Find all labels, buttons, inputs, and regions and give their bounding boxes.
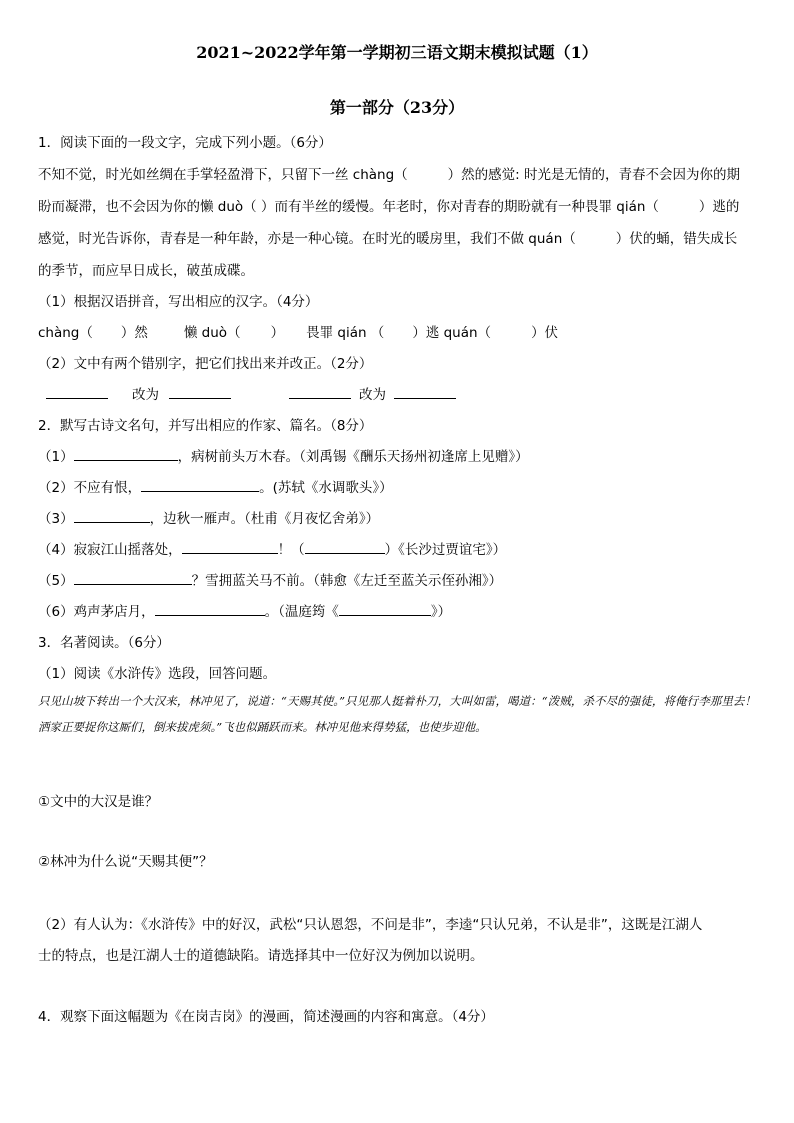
q1-para-line-2a: 盼而凝滞，也不会因为你的懒 duò（ ）而有半丝的缓慢。年老时，你对青春的期盼就有一种畏罪 qián（ bbox=[38, 199, 659, 215]
q2-l2-post: 。(苏轼《水调歌头》） bbox=[259, 480, 393, 496]
answer-blank[interactable] bbox=[169, 385, 231, 399]
q1-para-line-1b: ）然的感觉: 时光是无情的，青春不会因为你的期 bbox=[447, 167, 741, 183]
q1-para-line-3a: 感觉，时光告诉你，青春是一种年龄，亦是一种心镜。在时光的暖房里，我们不做 quán（ bbox=[38, 231, 576, 247]
q3-sub2-line-2: 士的特点，也是江湖人士的道德缺陷。请选择其中一位好汉为例加以说明。 bbox=[38, 948, 484, 964]
q2-line-2 bbox=[38, 476, 393, 496]
q3-sub1: （1）阅读《水浒传》选段，回答问题。 bbox=[38, 666, 277, 682]
pinyin-duo-end: ） bbox=[270, 325, 285, 341]
answer-blank[interactable] bbox=[182, 540, 278, 554]
q2-l3-post: ，边秋一雁声。（杜甫《月夜忆舍弟》） bbox=[149, 511, 380, 527]
answer-blank[interactable] bbox=[46, 385, 108, 399]
q1-para-line-4: 的季节，而应早日成长，破茧成碟。 bbox=[38, 263, 254, 279]
answer-blank[interactable] bbox=[339, 602, 431, 616]
q1-para-line-1 bbox=[38, 163, 740, 183]
q2-line-4 bbox=[38, 538, 506, 558]
pinyin-chang-end: ）然 bbox=[120, 325, 148, 341]
q1-sub1: （1）根据汉语拼音，写出相应的汉字。（4分） bbox=[38, 294, 319, 310]
q1-sub2: （2）文中有两个错别字，把它们找出来并改正。（2分） bbox=[38, 356, 373, 372]
q1-para-line-3b: ）伏的蛹，错失成长 bbox=[615, 231, 738, 247]
q3-question-a: ①文中的大汉是谁？ bbox=[38, 794, 159, 810]
q2-line-1 bbox=[38, 445, 529, 465]
q3-question-b: ②林冲为什么说“天赐其便”？ bbox=[38, 854, 213, 870]
q2-line-3 bbox=[38, 507, 379, 527]
q2-l4-mid: ！（ bbox=[277, 542, 305, 558]
pinyin-chang: chàng（ bbox=[38, 325, 93, 341]
q2-line-6 bbox=[38, 600, 451, 620]
q1-para-line-2b: ）逃的 bbox=[698, 199, 740, 215]
q2-l1-pre: （1） bbox=[38, 449, 74, 465]
answer-blank[interactable] bbox=[74, 509, 150, 523]
q2-l5-pre: （5） bbox=[38, 573, 74, 589]
answer-blank[interactable] bbox=[141, 478, 259, 492]
pinyin-qian: 畏罪 qián （ bbox=[306, 325, 385, 341]
q1-pinyin-row bbox=[38, 321, 558, 341]
q2-l4-pre: （4）寂寂江山摇落处， bbox=[38, 542, 182, 558]
q2-l3-pre: （3） bbox=[38, 511, 74, 527]
pinyin-quan: ）逃 quán（ bbox=[412, 325, 492, 341]
answer-blank[interactable] bbox=[289, 385, 351, 399]
change-label-1: 改为 bbox=[132, 387, 159, 403]
answer-blank[interactable] bbox=[394, 385, 456, 399]
part-title: 第一部分（23分） bbox=[329, 98, 465, 117]
q1-stem: 1．阅读下面的一段文字，完成下列小题。（6分） bbox=[38, 135, 332, 151]
answer-blank[interactable] bbox=[74, 571, 192, 585]
q2-l4-post: ）《长沙过贾谊宅》） bbox=[384, 542, 507, 558]
q2-l6-pre: （6）鸡声茅店月， bbox=[38, 604, 155, 620]
q2-l5-post: ？雪拥蓝关马不前。（韩愈《左迁至蓝关示侄孙湘》） bbox=[191, 573, 503, 589]
answer-blank[interactable] bbox=[74, 447, 178, 461]
q3-stem: 3．名著阅读。（6分） bbox=[38, 635, 170, 651]
q1-para-line-3 bbox=[38, 227, 737, 247]
q2-l6-mid: 。（温庭筠《 bbox=[264, 604, 339, 620]
q2-line-5 bbox=[38, 569, 502, 589]
q1-correction-row bbox=[46, 383, 456, 403]
exam-title: 2021~2022学年第一学期初三语文期末模拟试题（1） bbox=[196, 43, 598, 62]
q2-l1-post: ，病树前头万木春。（刘禹锡《酬乐天扬州初逢席上见赠》） bbox=[177, 449, 529, 465]
q1-para-line-2 bbox=[38, 195, 739, 215]
pinyin-duo: 懒 duò（ bbox=[183, 325, 241, 341]
q3-excerpt: 只见山坡下转出一个大汉来，林冲见了，说道：“天赐其使。”只见那人挺着朴刀，大叫如雷，喝道：“泼贼，杀不尽的强徒，将俺行李那里去！洒家正要捉你这厮们，倒来拔虎须。”飞也似踊跃而来。林冲见他来得势猛，也使步迎他。 bbox=[38, 694, 756, 734]
pinyin-quan-end: ）伏 bbox=[531, 325, 559, 341]
answer-blank[interactable] bbox=[155, 602, 265, 616]
q1-para-line-1a: 不知不觉，时光如丝绸在手掌轻盈滑下，只留下一丝 chàng（ bbox=[38, 167, 408, 183]
q4-stem: 4．观察下面这幅题为《在岗吉岗》的漫画，简述漫画的内容和寓意。（4分） bbox=[38, 1009, 494, 1025]
q2-l2-pre: （2）不应有恨， bbox=[38, 480, 142, 496]
q3-sub2-line-1: （2）有人认为：《水浒传》中的好汉，武松“只认恩怨，不问是非”，李逵“只认兄弟，不认是非”，这既是江湖人 bbox=[38, 917, 703, 933]
q2-l6-post: 》） bbox=[430, 604, 452, 620]
change-label-2: 改为 bbox=[359, 387, 386, 403]
answer-blank[interactable] bbox=[305, 540, 385, 554]
q2-stem: 2．默写古诗文名句，并写出相应的作家、篇名。（8分） bbox=[38, 418, 373, 434]
